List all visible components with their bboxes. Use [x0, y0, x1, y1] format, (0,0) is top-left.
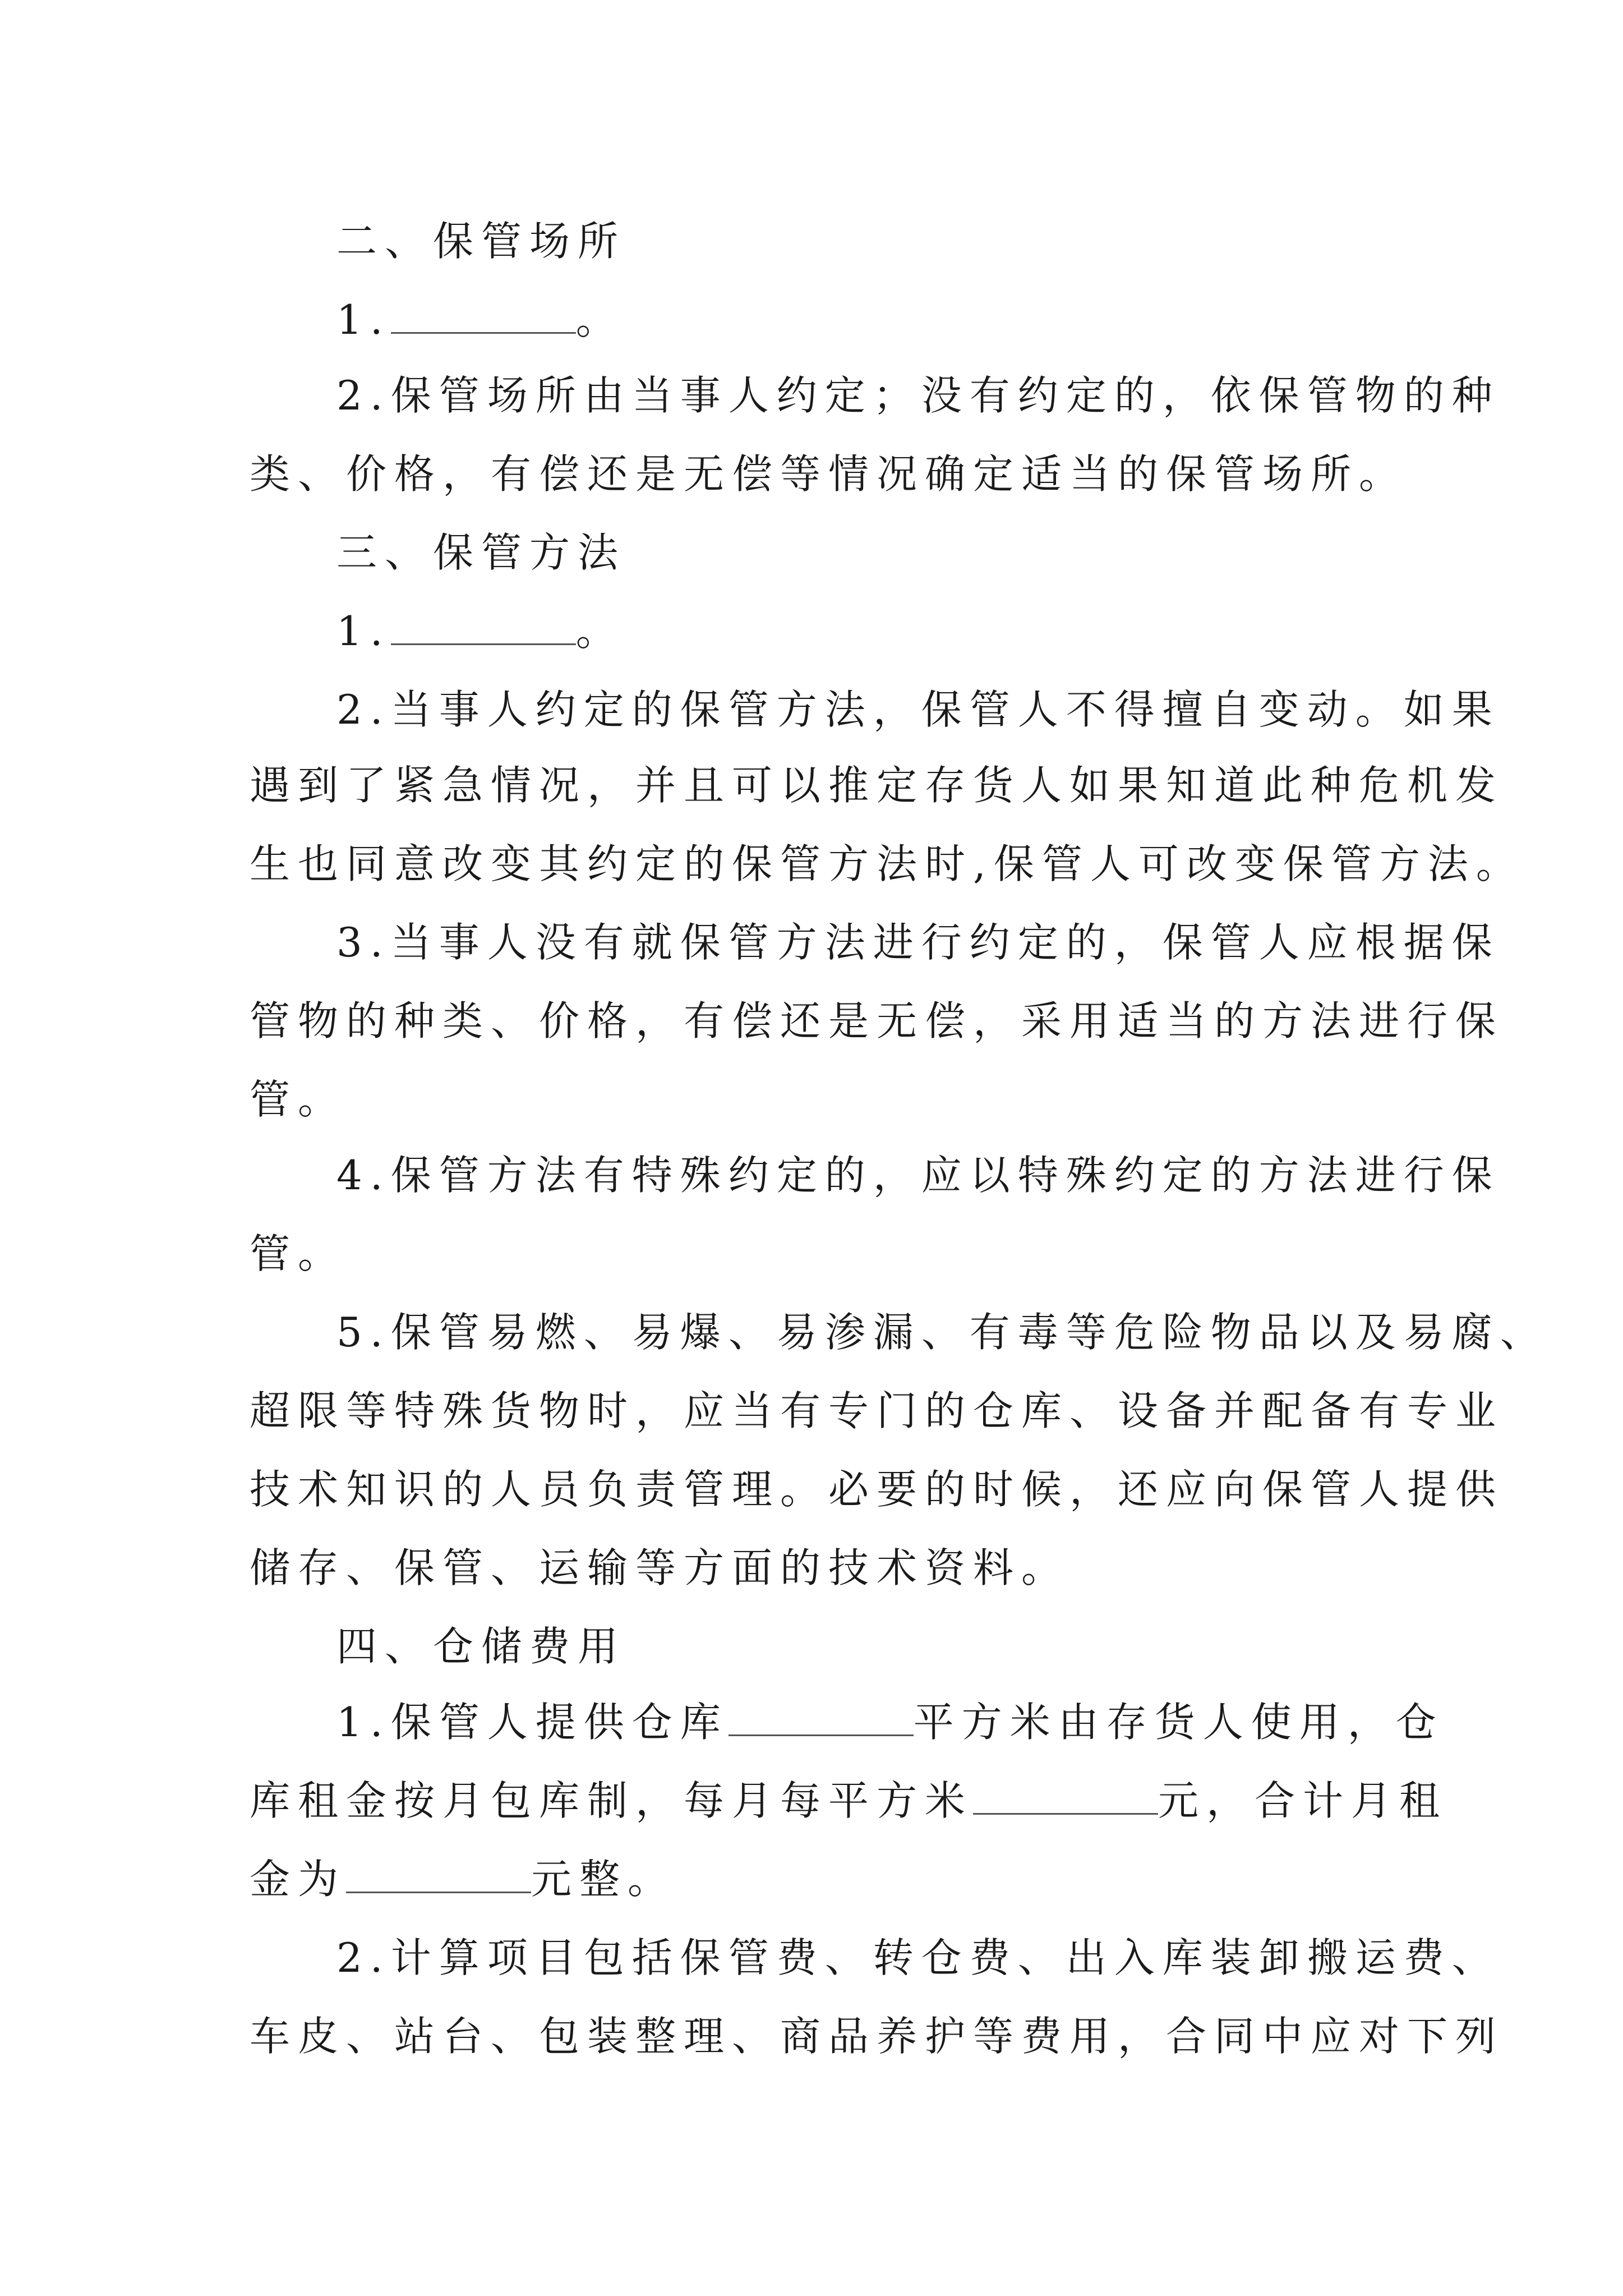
clause-line: [336, 609, 624, 654]
paragraph-line: 类、价格，有偿还是无偿等情况确定适当的保管场所。: [250, 450, 1408, 498]
section-heading-storage-fees: 四、仓储费用: [336, 1623, 626, 1670]
clause-end: 。: [575, 608, 624, 655]
clause-text: 元整。: [531, 1856, 676, 1903]
paragraph-line: 管物的种类、价格，有偿还是无偿，采用适当的方法进行保: [250, 997, 1504, 1045]
clause-text: 库租金按月包库制，每月每平方米: [250, 1777, 974, 1824]
fill-blank[interactable]: [391, 611, 576, 645]
clause-line: [250, 1778, 1447, 1823]
clause-line: [336, 297, 624, 342]
fill-blank-price[interactable]: [973, 1780, 1158, 1815]
clause-text: 平方米由存货人使用，仓: [913, 1699, 1444, 1746]
clause-number: 1.: [336, 608, 391, 655]
section-heading-storage-method: 三、保管方法: [336, 529, 626, 576]
paragraph-line: 储存、保管、运输等方面的技术资料。: [250, 1544, 1070, 1591]
fill-blank-total[interactable]: [346, 1859, 531, 1893]
paragraph-line: 管。: [250, 1076, 347, 1123]
clause-text: 1.保管人提供仓库: [336, 1699, 728, 1746]
paragraph-line: 2.保管场所由当事人约定；没有约定的，依保管物的种: [336, 372, 1500, 419]
paragraph-line: 超限等特殊货物时，应当有专门的仓库、设备并配备有专业: [250, 1387, 1504, 1434]
paragraph-line: 车皮、站台、包装整理、商品养护等费用，合同中应对下列: [250, 2013, 1504, 2060]
paragraph-line: 技术知识的人员负责管理。必要的时候，还应向保管人提供: [250, 1466, 1504, 1513]
section-heading-storage-place: 二、保管场所: [336, 218, 626, 265]
fill-blank-area[interactable]: [728, 1702, 914, 1736]
paragraph-line: 5.保管易燃、易爆、易渗漏、有毒等危险物品以及易腐、: [336, 1309, 1548, 1356]
clause-text: 元，合计月租: [1158, 1777, 1448, 1824]
clause-end: 。: [575, 296, 624, 343]
paragraph-line: 管。: [250, 1230, 347, 1277]
paragraph-line: 3.当事人没有就保管方法进行约定的，保管人应根据保: [336, 919, 1500, 966]
paragraph-line: 2.当事人约定的保管方法，保管人不得擅自变动。如果: [336, 686, 1500, 733]
clause-line: [336, 1700, 1444, 1745]
clause-text: 金为: [250, 1856, 347, 1903]
clause-line: [250, 1857, 676, 1902]
clause-number: 1.: [336, 296, 391, 343]
fill-blank[interactable]: [391, 300, 576, 334]
paragraph-line: 遇到了紧急情况，并且可以推定存货人如果知道此种危机发: [250, 762, 1504, 809]
paragraph-line: 2.计算项目包括保管费、转仓费、出入库装卸搬运费、: [336, 1934, 1500, 1981]
paragraph-line: 生也同意改变其约定的保管方法时,保管人可改变保管方法。: [250, 840, 1524, 887]
paragraph-line: 4.保管方法有特殊约定的，应以特殊约定的方法进行保: [336, 1152, 1500, 1199]
